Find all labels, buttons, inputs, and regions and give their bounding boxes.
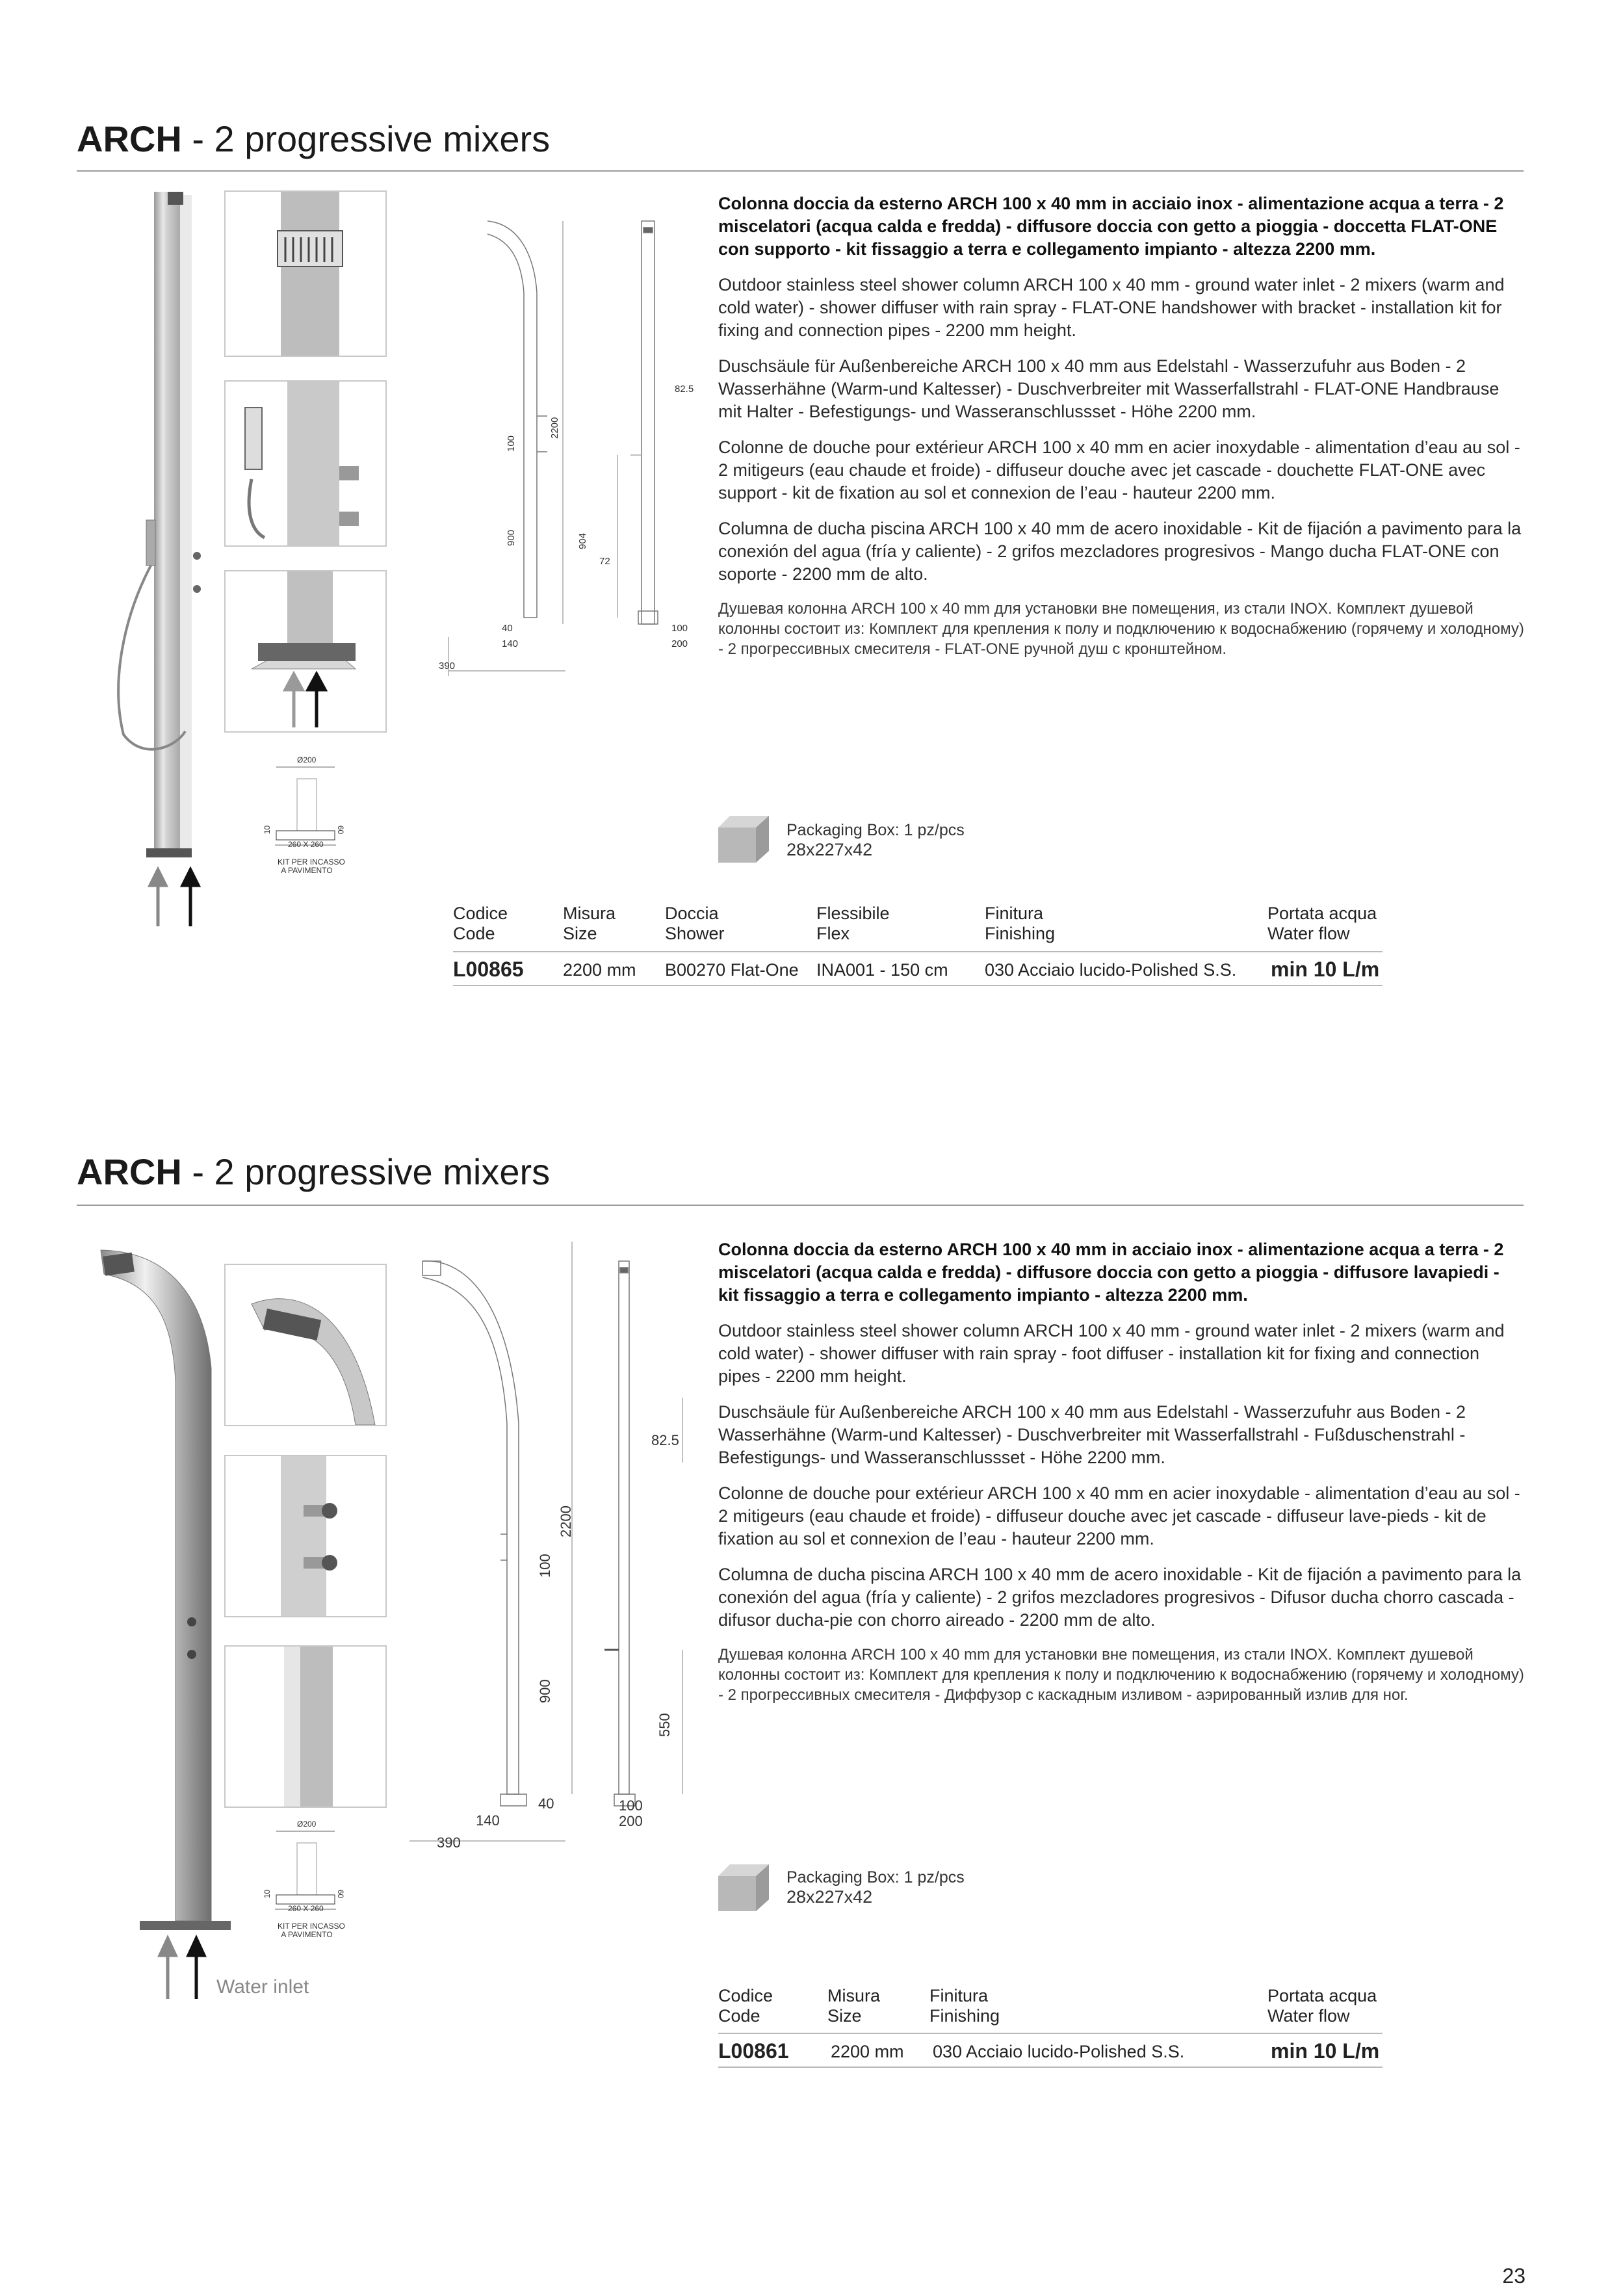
- table-1-header-size: Misura Size: [563, 904, 616, 943]
- table-1-line-top: [453, 951, 1383, 952]
- table-2-header-code: Codice Code: [718, 1986, 773, 2026]
- desc-de: Duschsäule für Außenbereiche ARCH 100 x 40 mm aus Edelstahl - Wasserzufuhr aus Boden - 2 Wasserhähne (Warm-und Kaltesser) - Duschverbreiter mit Wasserfallstrahl - FLAT-ONE Handbrause mit Halter - Befestigungs- und Wasseranschlussset - Höhe 2200 mm.: [718, 356, 1500, 421]
- desc-de: Duschsäule für Außenbereiche ARCH 100 x 40 mm aus Edelstahl - Wasserzufuhr aus Boden - 2 Wasserhähne (Warm-und Kaltesser) - Duschverbreiter mit Wasserfallstrahl - Fußduschenstrahl - Befestigungs- und Wasseranschlussset - Höhe 2200 mm.: [718, 1402, 1466, 1467]
- detail-shower-head-1: [224, 190, 387, 357]
- desc-ru: Душевая колонна ARCH 100 x 40 mm для установки вне помещения, из стали INOX. Комплект душевой колонны состоит из: Комплект для крепления к полу и подключению к водоснабжению (горячему и холодному) - 2 прогрессивных смесителя - Диффузор с каскадным изливом - аэрированный излив для ног.: [718, 1646, 1524, 1704]
- packaging-box-icon: [718, 1864, 770, 1913]
- table-1-header-shower: Doccia Shower: [665, 904, 725, 943]
- desc-es: Columna de ducha piscina ARCH 100 x 40 mm de acero inoxidable - Kit de fijación a pavimento para la conexión del agua (fría y caliente) - 2 grifos mezcladores progresivos - Difusor ducha chorro cascada - difusor ducha-pie con chorro aireado - 2200 mm de alto.: [718, 1565, 1522, 1630]
- table-1-row-size: 2200 mm: [563, 960, 636, 980]
- table-1-header-finishing: Finitura Finishing: [985, 904, 1056, 943]
- table-2-header-finishing: Finitura Finishing: [929, 1986, 1000, 2026]
- desc-en: Outdoor stainless steel shower column ARCH 100 x 40 mm - ground water inlet - 2 mixers (warm and cold water) - shower diffuser with rain spray - FLAT-ONE handshower with bracket - installation kit for fixing and connection pipes - 2200 mm height.: [718, 275, 1505, 340]
- detail-column-2: [224, 1645, 387, 1808]
- packaging-label-2: Packaging Box: 1 pz/pcs: [786, 1868, 965, 1886]
- kit-drawing-1: Ø200 10 60 260 X 260 KIT PER INCASSO A PAVIMENTO: [263, 755, 346, 875]
- product-photo-2: [91, 1238, 247, 1947]
- detail-mixers-1: [224, 380, 387, 547]
- packaging-label-1: Packaging Box: 1 pz/pcs: [786, 821, 965, 839]
- table-1-row-flex: INA001 - 150 cm: [816, 960, 948, 980]
- desc-en: Outdoor stainless steel shower column ARCH 100 x 40 mm - ground water inlet - 2 mixers (warm and cold water) - shower diffuser with rain spray - foot diffuser - installation kit for fixing and connection pipes - 2200 mm height.: [718, 1321, 1505, 1386]
- desc-it: Colonna doccia da esterno ARCH 100 x 40 mm in acciaio inox - alimentazione acqua a terra - 2 miscelatori (acqua calda e fredda) - diffusore doccia con getto a pioggia - diffusore lavapiedi - kit fissaggio a terra e collegamento impianto - altezza 2200 mm.: [718, 1240, 1504, 1305]
- kit-drawing-2: Ø200 10 60 260 X 260 KIT PER INCASSO A PAVIMENTO: [263, 1820, 346, 1939]
- kit-caption-line-1: KIT PER INCASSO: [278, 1922, 345, 1931]
- desc-it: Colonna doccia da esterno ARCH 100 x 40 mm in acciaio inox - alimentazione acqua a terra - 2 miscelatori (acqua calda e fredda) - diffusore doccia con getto a pioggia - doccetta FLAT-ONE con supporto - kit fissaggio a terra e collegamento impianto - altezza 2200 mm.: [718, 194, 1504, 259]
- table-2-row-code: L00861: [718, 2039, 789, 2063]
- table-2-line-bottom: [718, 2067, 1383, 2068]
- technical-drawing-2: 2200 100 900 40 140 390 82.5 550 100 200: [409, 1229, 715, 1853]
- water-arrows-2: [156, 1931, 214, 2002]
- desc-fr: Colonne de douche pour extérieur ARCH 100 x 40 mm en acier inoxydable - alimentation d’eau au sol - 2 mitigeurs (eau chaude et froide) - diffuseur douche avec jet cascade - diffuseur lave-pieds - kit de fixation au sol et connexion de l’eau - hauteur 2200 mm.: [718, 1483, 1520, 1548]
- table-2-header-size: Misura Size: [827, 1986, 881, 2026]
- technical-drawing-1: 100 2200 900 40 140 390 82.5 904 72 100 200: [409, 195, 715, 689]
- table-1-header-flex: Flessibile Flex: [816, 904, 890, 943]
- table-1-row-code: L00865: [453, 958, 524, 981]
- section-2-title: ARCH - 2 progressive mixers: [77, 1151, 551, 1192]
- packaging-box-icon: [718, 816, 770, 865]
- description-1: [718, 192, 1524, 672]
- product-photo-1: [97, 176, 227, 930]
- desc-es: Columna de ducha piscina ARCH 100 x 40 mm de acero inoxidable - Kit de fijación a pavimento para la conexión del agua (fría y caliente) - 2 grifos mezcladores progresivos - Mango ducha FLAT-ONE con soporte - 2200 mm de alto.: [718, 519, 1522, 584]
- detail-base-1: [224, 570, 387, 733]
- kit-caption-line-2: A PAVIMENTO: [281, 866, 333, 875]
- description-2: [718, 1238, 1524, 1718]
- table-2-row-flow: min 10 L/m: [1271, 2039, 1380, 2063]
- kit-caption-line-2: A PAVIMENTO: [281, 1930, 333, 1939]
- packaging-size-1: 28x227x42: [786, 840, 873, 859]
- desc-fr: Colonne de douche pour extérieur ARCH 100 x 40 mm en acier inoxydable - alimentation d’eau au sol - 2 mitigeurs (eau chaude et froide) - diffuseur douche avec jet cascade - douchette FLAT-ONE avec support - kit de fixation au sol et connexion de l’eau - hauteur 2200 mm.: [718, 437, 1520, 502]
- table-1-line-bottom: [453, 985, 1383, 986]
- desc-ru: Душевая колонна ARCH 100 x 40 mm для установки вне помещения, из стали INOX. Комплект душевой колонны состоит из: Комплект для крепления к полу и подключению к водоснабжению (горячему и холодному) - 2 прогрессивных смесителя - FLAT-ONE ручной душ с кронштейном.: [718, 600, 1524, 658]
- water-arrows-1: [146, 865, 205, 930]
- page-number: 23: [1502, 2264, 1526, 2288]
- table-2-line-top: [718, 2033, 1383, 2034]
- table-2-header-flow: Portata acqua Water flow: [1267, 1986, 1377, 2026]
- detail-shower-head-2: [224, 1264, 387, 1426]
- table-1-header-flow: Portata acqua Water flow: [1267, 904, 1377, 943]
- packaging-size-2: 28x227x42: [786, 1887, 873, 1907]
- table-1-header-code: Codice Code: [453, 904, 508, 943]
- table-2-row-size: 2200 mm: [831, 2042, 904, 2061]
- kit-caption-line-1: KIT PER INCASSO: [278, 857, 345, 867]
- detail-mixers-2: [224, 1455, 387, 1617]
- water-inlet-label: Water inlet: [216, 1976, 309, 1998]
- table-1-row-shower: B00270 Flat-One: [665, 960, 799, 980]
- table-1-row-flow: min 10 L/m: [1271, 958, 1380, 981]
- section-1-title: ARCH - 2 progressive mixers: [77, 118, 551, 159]
- table-2-row-finish: 030 Acciaio lucido-Polished S.S.: [933, 2042, 1185, 2061]
- section-2-rule: [77, 1205, 1524, 1206]
- table-1-row-finish: 030 Acciaio lucido-Polished S.S.: [985, 960, 1237, 980]
- section-1-rule: [77, 170, 1524, 172]
